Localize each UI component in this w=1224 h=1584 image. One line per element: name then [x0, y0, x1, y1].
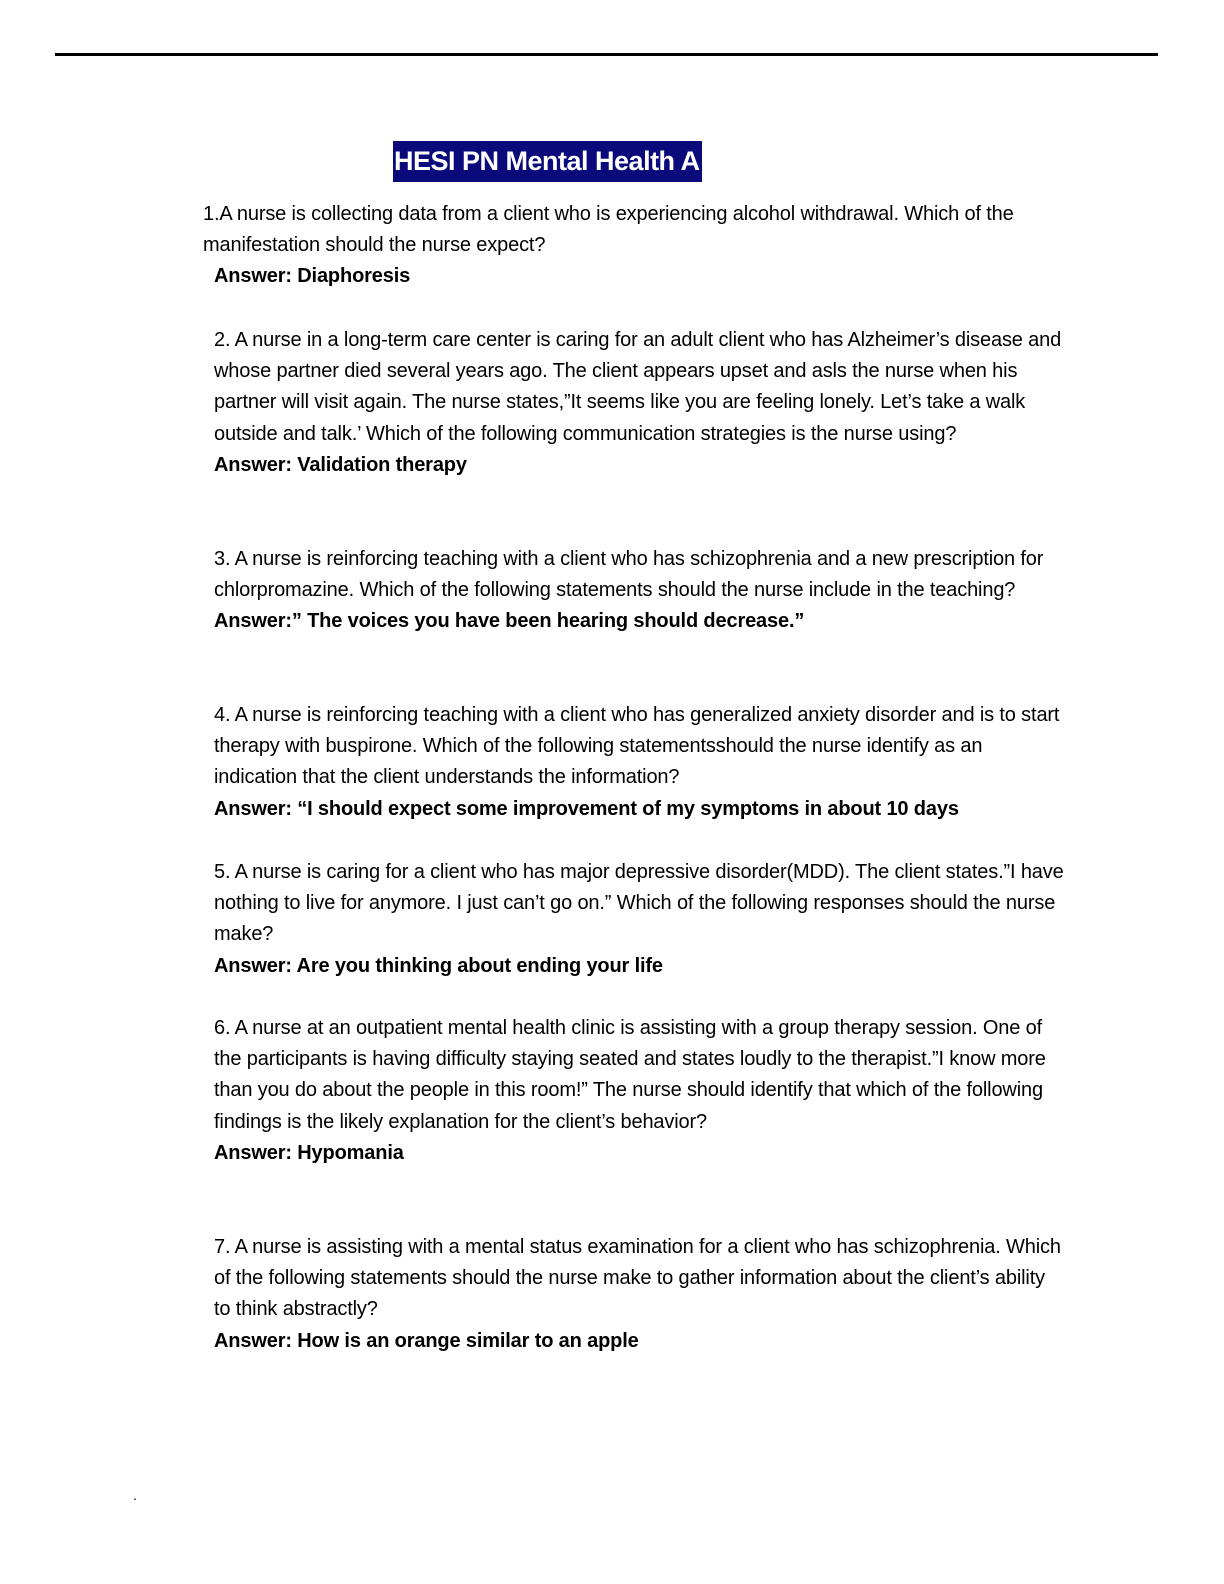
document-title: HESI PN Mental Health A — [393, 141, 702, 182]
question-text: 5. A nurse is caring for a client who has major depressive disorder(MDD). The client states.”I have nothing to live for anymore. I just can’t go on.” Which of the following responses should the nurse make? — [214, 861, 1064, 946]
question-text: 6. A nurse at an outpatient mental health clinic is assisting with a group therapy session. One of the participants is having difficulty staying seated and states loudly to the therapist.”I know more than you do about the people in this room!” The nurse should identify that which of the following findings is the likely explanation for the client’s behavior? — [214, 1017, 1046, 1133]
question-item-7 — [214, 1232, 1066, 1357]
answer-text: Answer: Hypomania — [214, 1141, 404, 1164]
question-text: 7. A nurse is assisting with a mental status examination for a client who has schizophrenia. Which of the following statements should the nurse make to gather information about the client’s ability to think abstractly? — [214, 1236, 1061, 1321]
question-text: 2. A nurse in a long-term care center is caring for an adult client who has Alzheimer’s disease and whose partner died several years ago. The client appears upset and asls the nurse when his partner will visit again. The nurse states,”It seems like you are feeling lonely. Let’s take a walk outside and talk.’ Which of the following communication strategies is the nurse using? — [214, 329, 1062, 445]
question-text: 4. A nurse is reinforcing teaching with a client who has generalized anxiety disorder and is to start therapy with buspirone. Which of the following statementsshould the nurse identify as an indication that the client understands the information? — [214, 704, 1060, 789]
question-text: 1.A nurse is collecting data from a client who is experiencing alcohol withdrawal. Which of the manifestation should the nurse expect? — [203, 203, 1014, 257]
answer-text: Answer: “I should expect some improvement of my symptoms in about 10 days — [214, 797, 959, 820]
question-item-3 — [214, 544, 1066, 638]
question-item-5 — [214, 857, 1066, 982]
title-block — [393, 141, 702, 182]
answer-text: Answer: Are you thinking about ending your life — [214, 954, 663, 977]
question-item-4 — [214, 700, 1066, 825]
header-rule — [55, 53, 1158, 56]
answer-text: Answer: Diaphoresis — [214, 265, 411, 288]
answer-text: Answer: Validation therapy — [214, 453, 467, 476]
question-item-1 — [203, 199, 1063, 293]
answer-text: Answer: How is an orange similar to an apple — [214, 1329, 639, 1352]
answer-text: Answer:” The voices you have been hearing should decrease.” — [214, 610, 805, 633]
question-item-2 — [214, 325, 1066, 481]
question-text: 3. A nurse is reinforcing teaching with a client who has schizophrenia and a new prescription for chlorpromazine. Which of the following statements should the nurse include in the teaching? — [214, 548, 1044, 602]
footer-mark: . — [133, 1487, 137, 1503]
question-item-6 — [214, 1013, 1074, 1169]
